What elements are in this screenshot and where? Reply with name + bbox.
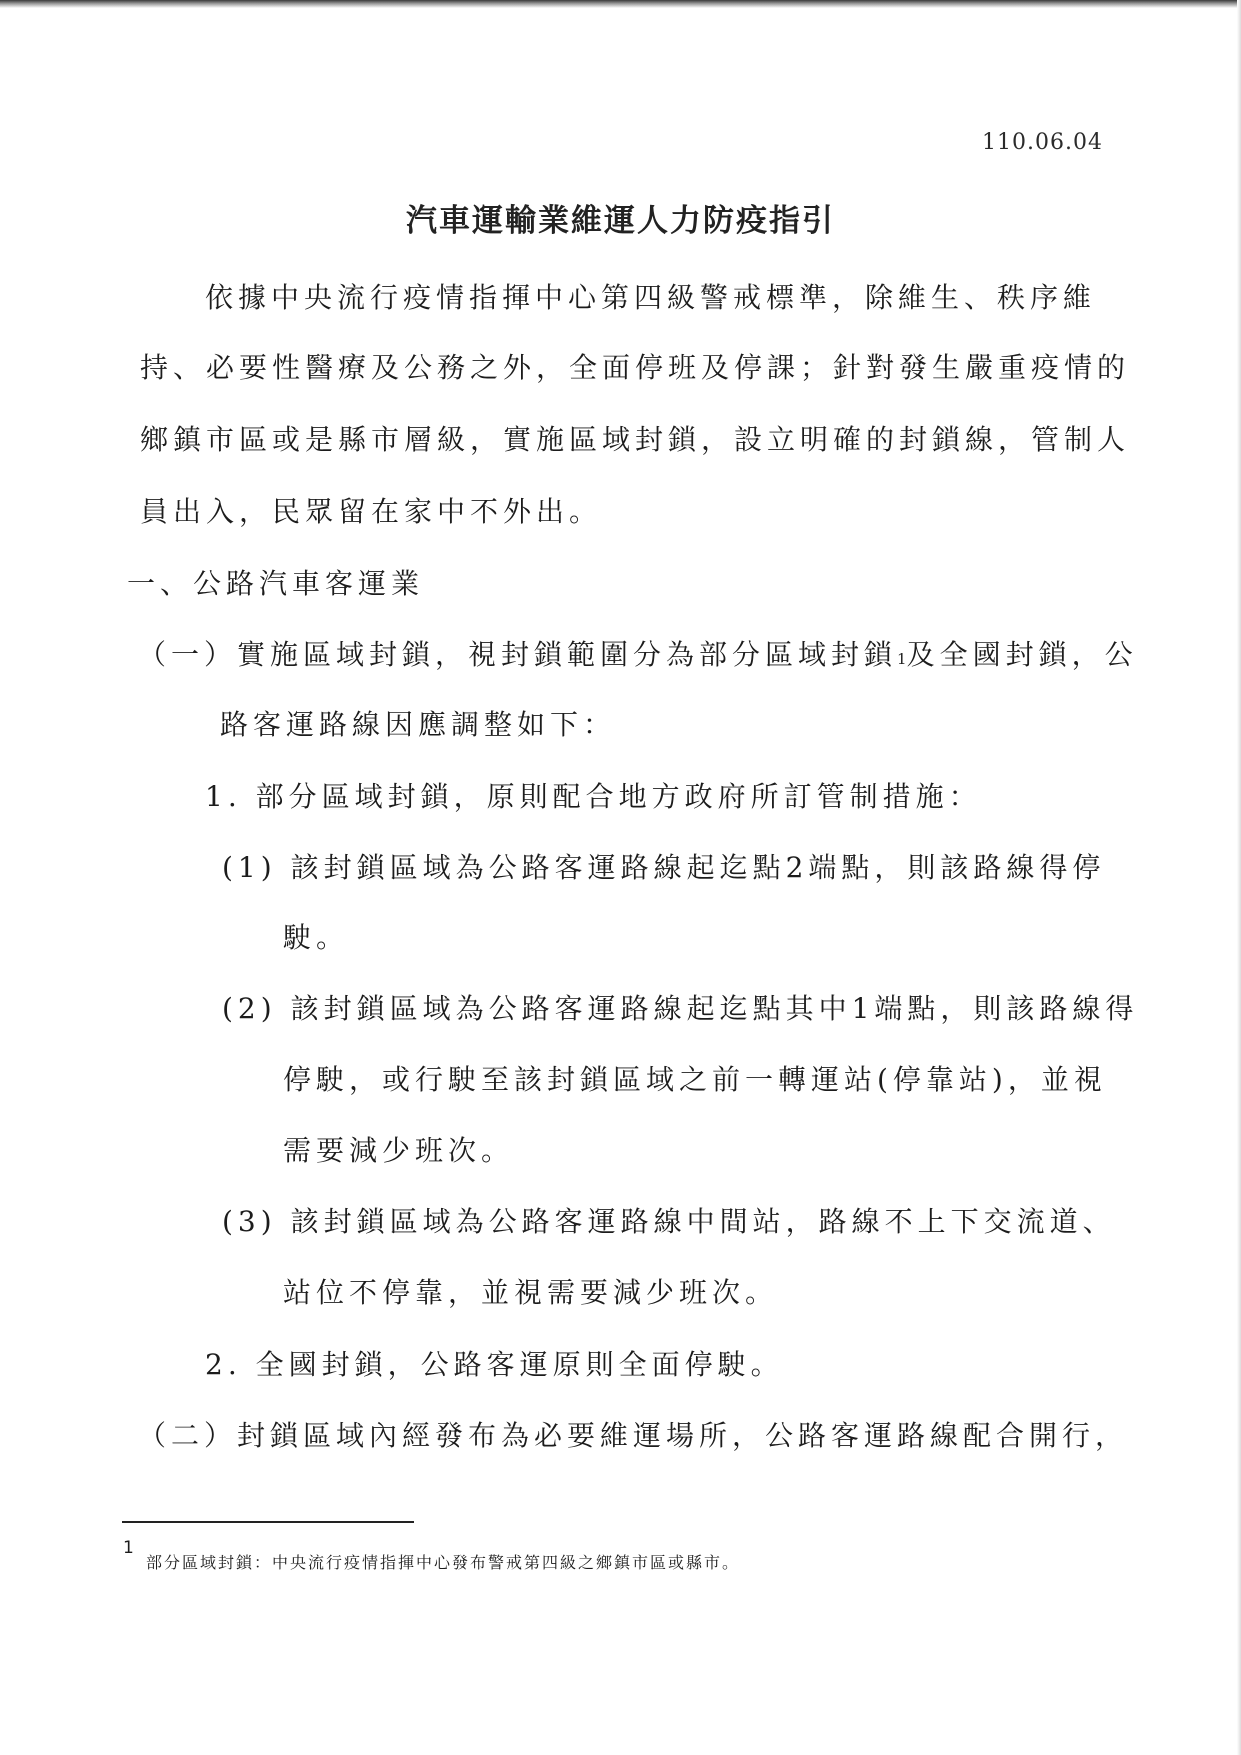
scan-right-edge: [1237, 0, 1241, 1755]
sub-item-3-line-1: (3) 該封鎖區域為公路客運路線中間站，路線不上下交流道、: [222, 1205, 1116, 1238]
item-1: 1. 部分區域封鎖，原則配合地方政府所訂管制措施：: [205, 780, 982, 813]
footnote-mark: 1: [123, 1538, 134, 1558]
item-2: 2. 全國封鎖，公路客運原則全面停駛。: [205, 1348, 784, 1381]
paragraph-line-2: 持、必要性醫療及公務之外，全面停班及停課；針對發生嚴重疫情的: [140, 351, 1131, 384]
paragraph-line-3: 鄉鎮市區或是縣市層級，實施區域封鎖，設立明確的封鎖線，管制人: [140, 423, 1131, 456]
sub-item-1-line-1: (1) 該封鎖區域為公路客運路線起迄點2端點，則該路線得停: [222, 851, 1106, 884]
section-heading: 一、公路汽車客運業: [127, 567, 425, 600]
footnote-separator: [122, 1521, 414, 1523]
sub-item-2-line-2: 停駛，或行駛至該封鎖區域之前一轉運站(停靠站)，並視: [283, 1063, 1107, 1096]
sub-item-2-line-3: 需要減少班次。: [283, 1134, 515, 1167]
paragraph-line-4: 員出入，民眾留在家中不外出。: [140, 495, 603, 528]
subsection-1-text-b: 及全國封鎖，公: [906, 638, 1138, 671]
subsection-2-line-1: （二）封鎖區域內經發布為必要維運場所，公路客運路線配合開行，: [138, 1419, 1129, 1452]
sub-item-3-line-2: 站位不停靠，並視需要減少班次。: [283, 1276, 779, 1309]
subsection-1-line-2: 路客運路線因應調整如下：: [220, 708, 617, 741]
document-title: 汽車運輸業維運人力防疫指引: [406, 203, 835, 239]
scan-edge: [0, 0, 1241, 8]
footnote-reference: 1: [897, 650, 907, 668]
paragraph-line-1: 依據中央流行疫情指揮中心第四級警戒標準，除維生、秩序維: [205, 281, 1097, 314]
sub-item-2-line-1: (2) 該封鎖區域為公路客運路線起迄點其中1端點，則該路線得: [222, 992, 1139, 1025]
subsection-1-text-a: （一）實施區域封鎖，視封鎖範圍分為部分區域封鎖: [138, 638, 898, 671]
sub-item-1-line-2: 駛。: [283, 921, 350, 954]
document-date: 110.06.04: [982, 130, 1103, 155]
subsection-1-line-1: [138, 637, 1138, 677]
footnote-text: 部分區域封鎖：中央流行疫情指揮中心發布警戒第四級之鄉鎮市區或縣市。: [146, 1553, 741, 1572]
